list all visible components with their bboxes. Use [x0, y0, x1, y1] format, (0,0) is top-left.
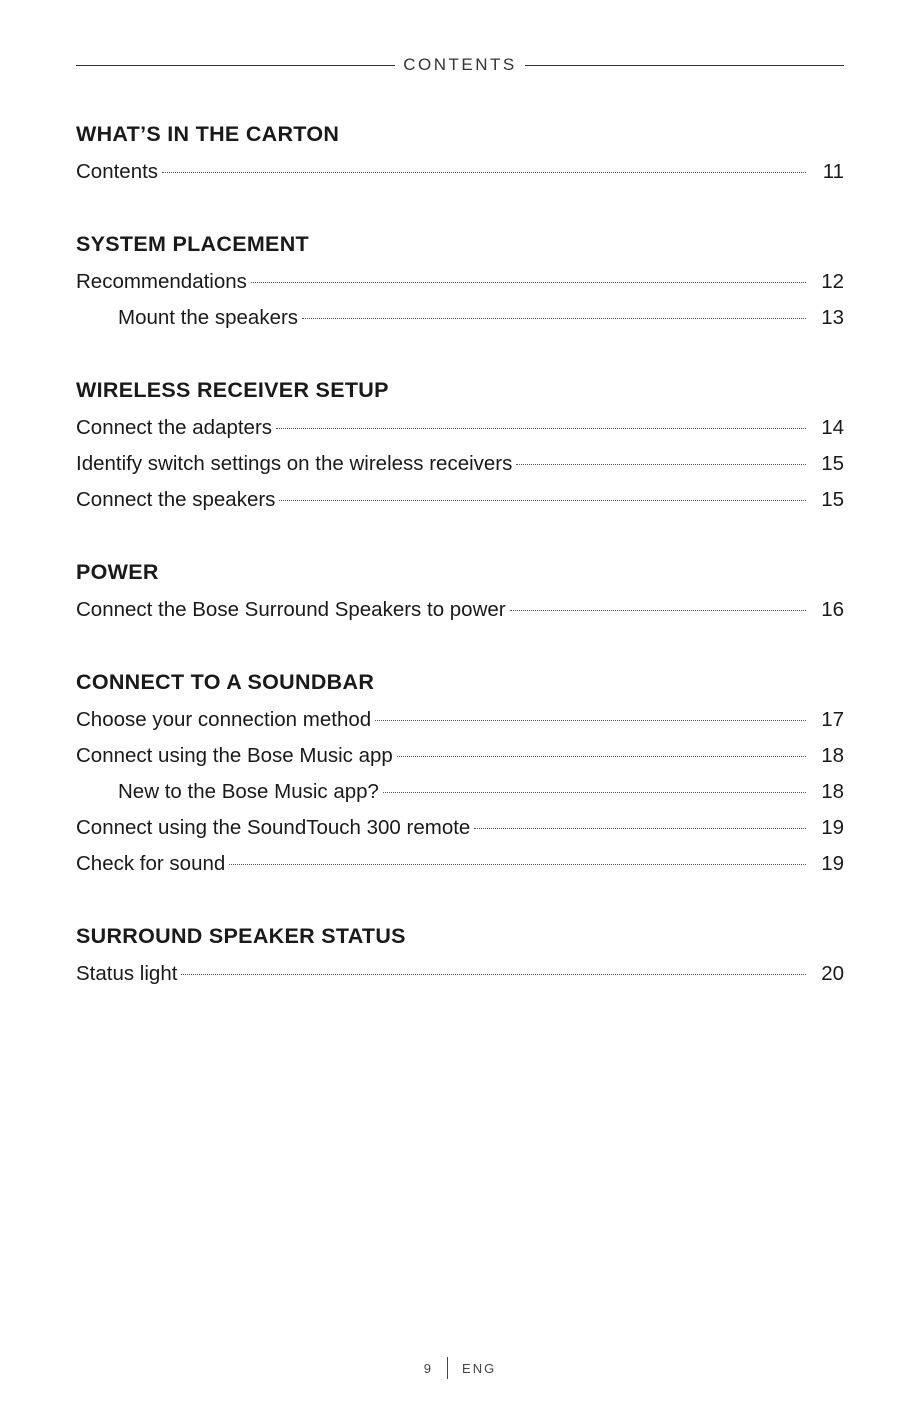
toc-entry-contents[interactable] [76, 154, 844, 190]
entry-page-number: 20 [821, 962, 844, 985]
toc-section-system-placement [76, 228, 844, 336]
toc-entry-connect-the-speakers[interactable] [76, 482, 844, 518]
toc-entry-check-for-sound[interactable] [76, 846, 844, 882]
entry-page-number: 13 [821, 306, 844, 329]
dot-leader [251, 282, 806, 283]
toc-section-surround-speaker-status [76, 920, 844, 992]
footer-language: ENG [462, 1360, 497, 1376]
entry-page-number: 18 [821, 744, 844, 767]
section-title: WIRELESS RECEIVER SETUP [76, 378, 389, 402]
dot-leader [181, 974, 806, 975]
section-title: WHAT’S IN THE CARTON [76, 122, 340, 146]
toc-section-wireless-receiver-setup [76, 374, 844, 518]
toc-entry-choose-connection-method[interactable] [76, 702, 844, 738]
toc-entry-new-to-bose-music-app[interactable] [76, 774, 844, 810]
entry-page-number: 14 [821, 416, 844, 439]
entry-page-number: 12 [821, 270, 844, 293]
dot-leader [510, 610, 806, 611]
toc-entry-connect-the-adapters[interactable] [76, 410, 844, 446]
entry-title: Identify switch settings on the wireless receivers [76, 452, 513, 475]
section-title: POWER [76, 560, 159, 584]
entry-page-number: 19 [821, 852, 844, 875]
entry-title: Choose your connection method [76, 708, 372, 731]
section-title: CONNECT TO A SOUNDBAR [76, 670, 375, 694]
toc-entry-connect-using-soundtouch-remote[interactable] [76, 810, 844, 846]
dot-leader [383, 792, 806, 793]
table-of-contents [76, 118, 844, 1030]
toc-entry-recommendations[interactable] [76, 264, 844, 300]
entry-page-number: 19 [821, 816, 844, 839]
entry-title: Connect the speakers [76, 488, 276, 511]
toc-section-connect-to-a-soundbar [76, 666, 844, 882]
toc-entry-connect-using-bose-music-app[interactable] [76, 738, 844, 774]
entry-page-number: 15 [821, 452, 844, 475]
header-rule-right [525, 65, 844, 66]
entry-title: Connect the Bose Surround Speakers to power [76, 598, 506, 621]
toc-entry-identify-switch-settings[interactable] [76, 446, 844, 482]
section-title: SYSTEM PLACEMENT [76, 232, 309, 256]
entry-title: Connect the adapters [76, 416, 273, 439]
toc-entry-status-light[interactable] [76, 956, 844, 992]
footer-divider [447, 1357, 448, 1379]
dot-leader [162, 172, 806, 173]
entry-title: Check for sound [76, 852, 226, 875]
entry-title: Status light [76, 962, 178, 985]
dot-leader [474, 828, 806, 829]
entry-title: Connect using the SoundTouch 300 remote [76, 816, 471, 839]
entry-title: New to the Bose Music app? [118, 780, 379, 803]
page-header [76, 52, 844, 78]
entry-title: Mount the speakers [118, 306, 299, 329]
page-title: CONTENTS [403, 55, 517, 74]
section-title: SURROUND SPEAKER STATUS [76, 924, 406, 948]
entry-page-number: 15 [821, 488, 844, 511]
entry-page-number: 11 [822, 160, 844, 183]
dot-leader [516, 464, 806, 465]
toc-section-power [76, 556, 844, 628]
entry-title: Contents [76, 160, 159, 183]
dot-leader [302, 318, 806, 319]
entry-title: Connect using the Bose Music app [76, 744, 393, 767]
dot-leader [375, 720, 806, 721]
dot-leader [276, 428, 806, 429]
entry-title: Recommendations [76, 270, 247, 293]
dot-leader [397, 756, 806, 757]
header-rule-left [76, 65, 395, 66]
dot-leader [229, 864, 806, 865]
page-footer [0, 1356, 920, 1380]
toc-entry-connect-to-power[interactable] [76, 592, 844, 628]
toc-entry-mount-the-speakers[interactable] [76, 300, 844, 336]
entry-page-number: 17 [821, 708, 844, 731]
footer-page-number: 9 [423, 1360, 434, 1376]
entry-page-number: 18 [821, 780, 844, 803]
dot-leader [279, 500, 806, 501]
entry-page-number: 16 [821, 598, 844, 621]
toc-section-whats-in-the-carton [76, 118, 844, 190]
